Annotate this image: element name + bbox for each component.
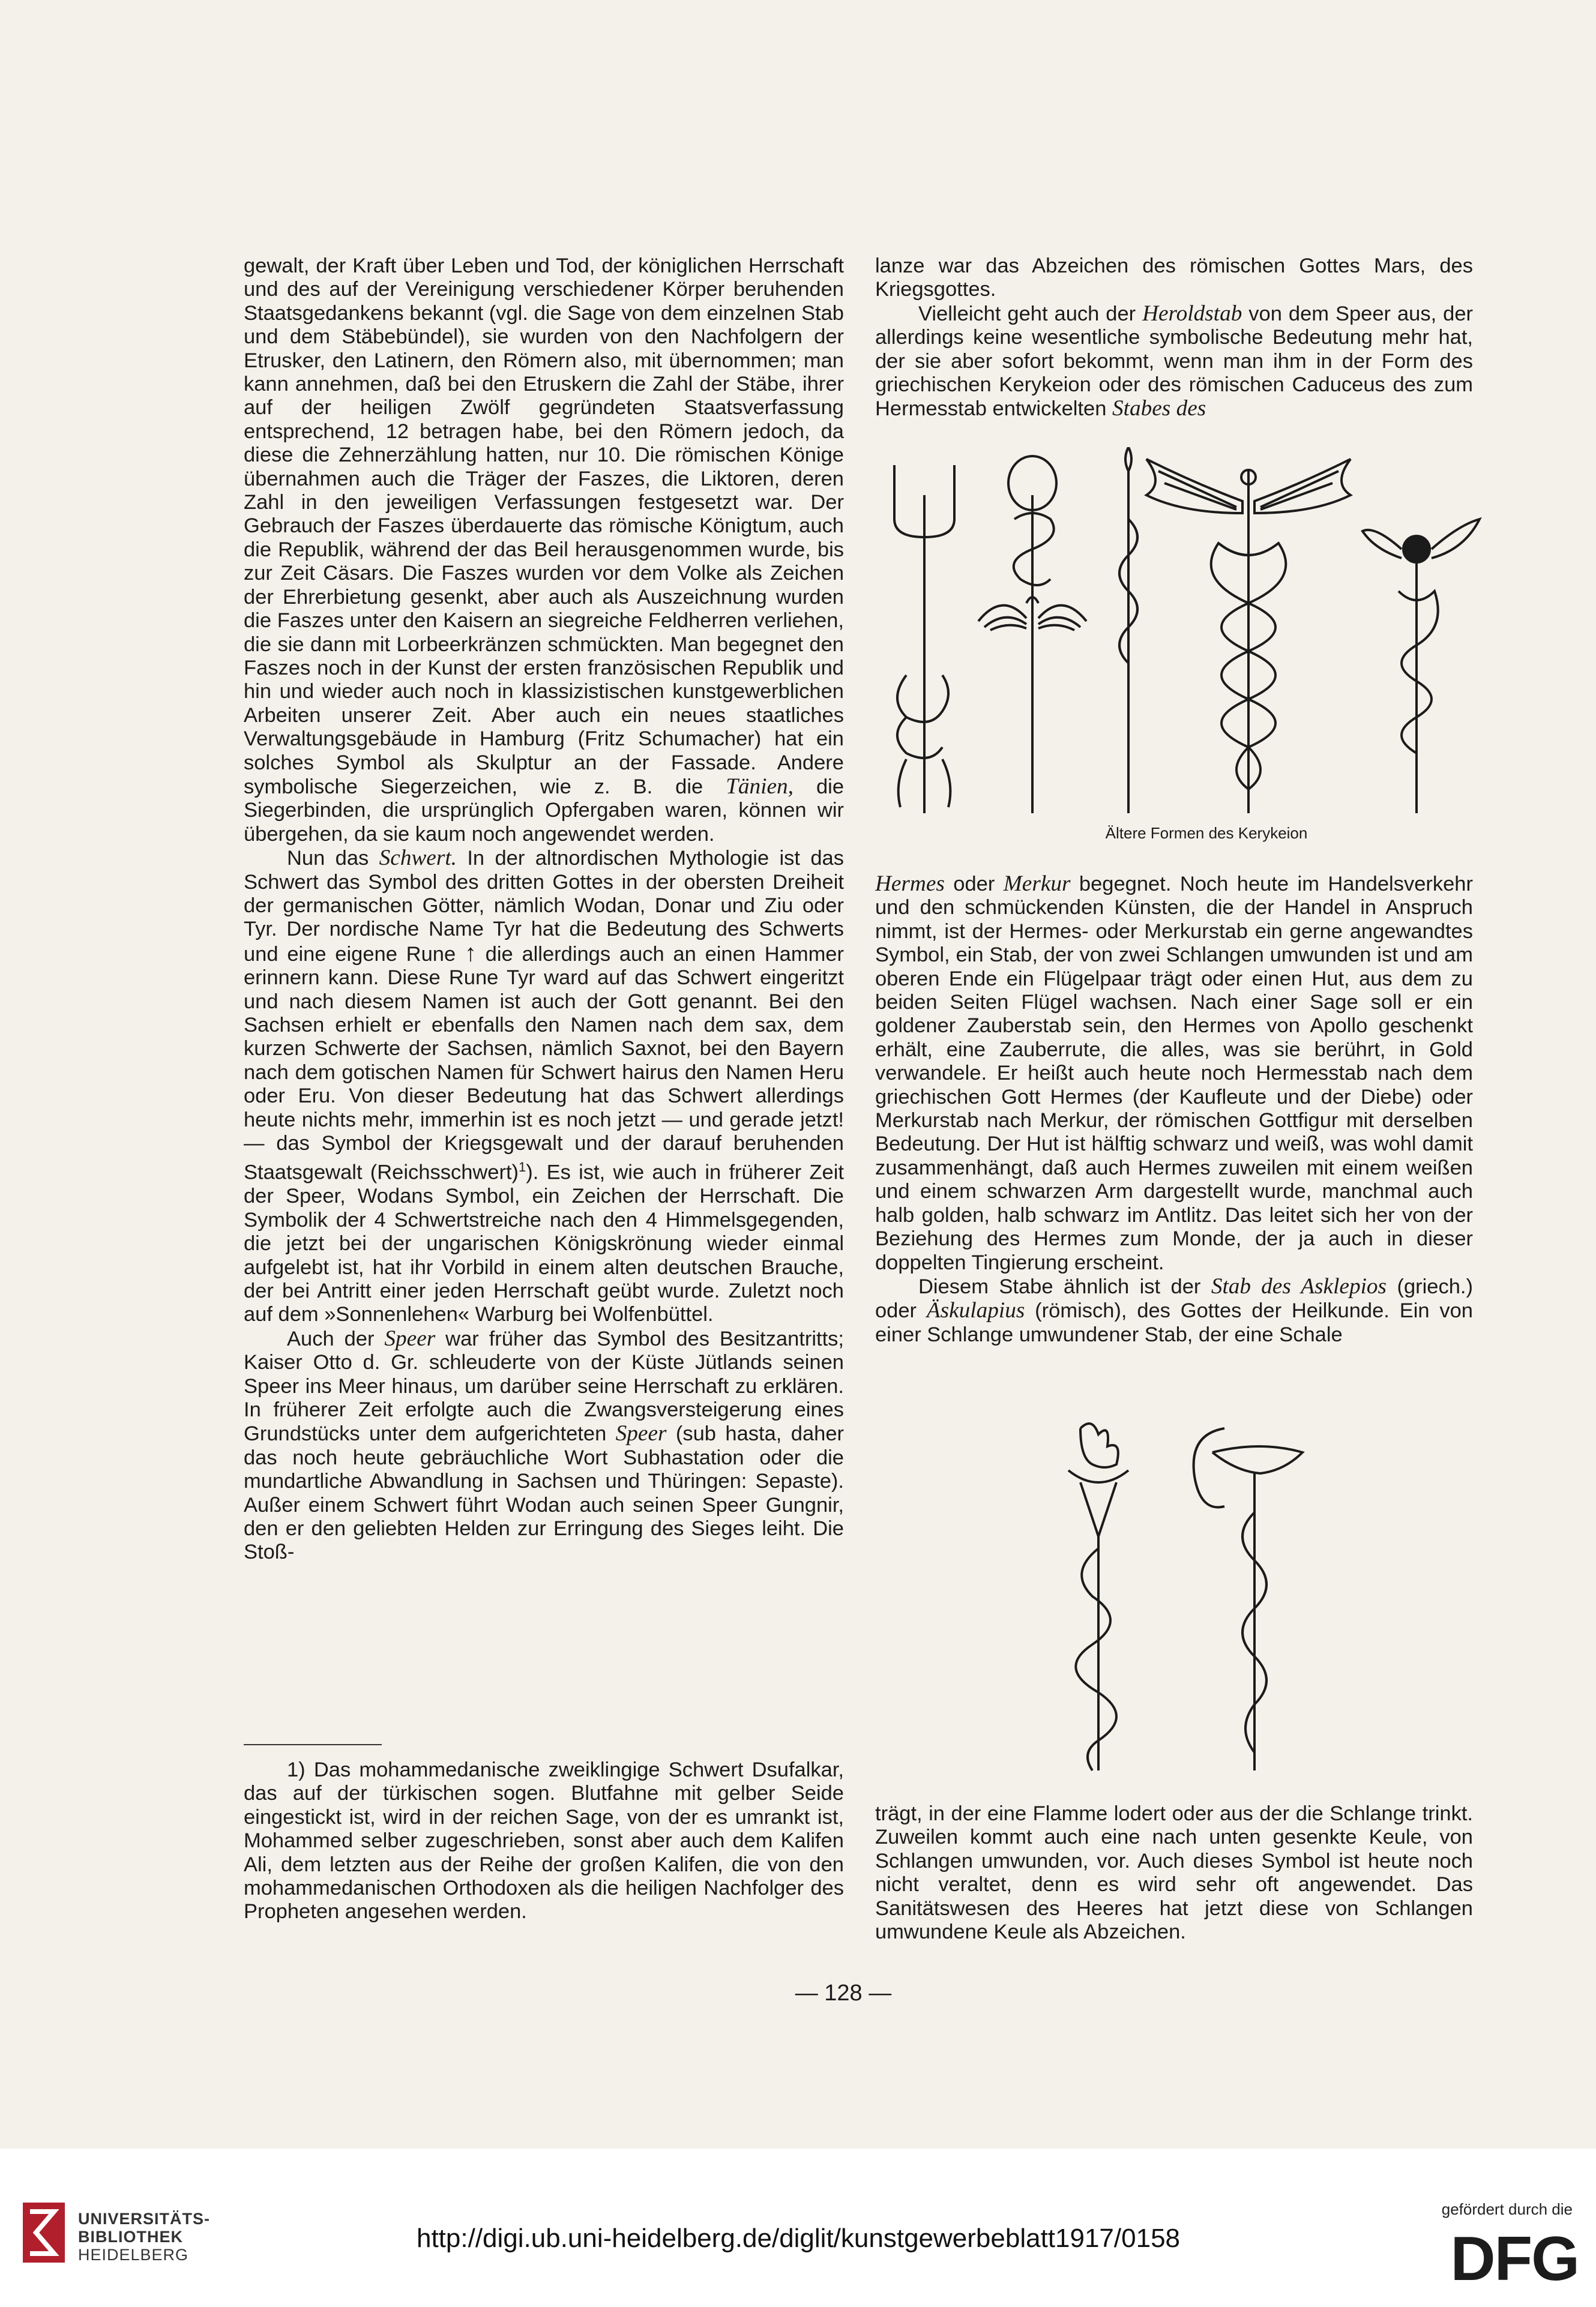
kerykeion-form-3 bbox=[1119, 447, 1137, 813]
asklepios-staff-bowl bbox=[1194, 1428, 1302, 1770]
right-paragraph-1: lanze war das Abzeichen des römischen Gottes Mars, des Kriegsgottes. bbox=[875, 254, 1473, 301]
left-paragraph-1: gewalt, der Kraft über Leben und Tod, der königlichen Herrschaft und des auf der Vereinigung verschiedener Körper beruhenden Staatsgedankens bekannt (vgl. die Sage von dem einzelnen Stab und dem Stäbebündel), sie wurden von den Nachfolgern der Etrusker, den Latinern, den Römern also, mit übernommen; man kann annehmen, daß bei den Etruskern die Zahl der Stäbe, ihrer auf der heiligen Zwölf gegründeten Staatsverfassung entsprechend, 12 betragen habe, bei den Römern jedoch, da diese die Zehnerzählung hatten, nur 10. Die römischen Könige übernahmen auch die Träger der Faszes, die Liktoren, deren Zahl in den jeweiligen Verfassungen festgesetzt war. Der Gebrauch der Faszes überdauerte das römische Königtum, auch die Republik, während der das Beil herausgenommen wurde, bis zur Zeit Cäsars. Die Faszes wurden vor dem Volke als Zeichen der Ehrerbietung gesenkt, aber auch als Auszeichnung wurden die Faszes unter den Kaisern an siegreiche Feldherren verliehen, die sie dann mit Lorbeerkränzen schmückten. Man begegnet den Faszes noch in der Kunst der ersten französischen Republik und hin und wieder auch noch in klassizistischen kunstgewerblichen Arbeiten unserer Zeit. Aber auch ein neues staatliches Verwaltungsgebäude in Hamburg (Fritz Schumacher) hat ein solches Symbol als Skulptur an der Fassade. Andere symbolische Siegerzeichen, wie z. B. die Tänien, die Siegerbinden, die ursprünglich Opfergaben waren, können wir übergehen, da sie kaum noch angewendet werden. bbox=[244, 254, 845, 846]
tyr-rune: ↑ bbox=[464, 939, 477, 966]
right-column-middle bbox=[875, 872, 1473, 1347]
kerykeion-form-2 bbox=[978, 456, 1086, 813]
right-column bbox=[875, 254, 1473, 421]
kerykeion-form-5 bbox=[1363, 519, 1480, 813]
footnote-ref: 1 bbox=[519, 1160, 526, 1175]
footnote: 1) Das mohammedanische zweiklingige Schwert Dsufalkar, das auf der türkischen sogen. Blutfahne mit gelber Seide eingestickt ist, wird in der reichen Sage, von der es umrankt ist, Mohammed selber zugeschrieben, sonst aber auch dem Kalifen Ali, dem letzten aus der Reihe der großen Kalifen, die von den mohammedanischen Orthodoxen als die heiligen Nachfolger des Propheten angesehen werden. bbox=[244, 1758, 844, 1924]
right-column-bottom bbox=[875, 1802, 1473, 1944]
left-column bbox=[244, 254, 844, 1565]
right-paragraph-5: trägt, in der eine Flamme lodert oder aus der die Schlange trinkt. Zuweilen kommt auch eine nach unten gesenkte Keule, von Schlangen umwunden, vor. Auch dieses Symbol ist heute noch nicht veraltet, denn es wird sehr oft angewendet. Das Sanitätswesen des Heeres hat jetzt diese von Schlangen umwundene Keule als Abzeichen. bbox=[875, 1802, 1473, 1944]
footnote-rule bbox=[244, 1744, 382, 1745]
right-paragraph-2: Vielleicht geht auch der Heroldstab von dem Speer aus, der allerdings keine wesentliche symbolische Bedeutung mehr hat, der sie aber sofort bekommt, wenn man ihm in der Form des griechischen Kerykeion oder des römischen Caduceus des zum Hermesstab entwickelten Stabes des bbox=[875, 301, 1473, 421]
kerykeion-form-4 bbox=[1146, 459, 1351, 813]
figure-caption: Ältere Formen des Kerykeion bbox=[1105, 824, 1308, 842]
university-library-logo-icon bbox=[18, 2197, 72, 2269]
dfg-logo: DFG bbox=[1450, 2224, 1579, 2294]
left-paragraph-3: Auch der Speer war früher das Symbol des Besitzantritts; Kaiser Otto d. Gr. schleuderte von der Küste Jütlands seinen Speer ins Meer hinaus, um darüber seine Herrschaft zu erklären. In früherer Zeit erfolgte auch die Zwangsversteigerung eines Grundstücks unter dem aufgerichteten Speer (sub hasta, daher das noch heute gebräuchliche Wort Subhastation oder die mundartliche Abwandlung in Sachsen und Thüringen: Sepaste). Außer einem Schwert führt Wodan auch seinen Speer Gungnir, den er den geliebten Helden zur Erringung des Sieges leiht. Die Stoß- bbox=[244, 1326, 845, 1564]
left-paragraph-2: Nun das Schwert. In der altnordischen Mythologie ist das Schwert das Symbol des dritten Gottes in der obersten Dreiheit der germanischen Götter, nämlich Wodan, Donar und Ziu oder Tyr. Der nordische Name Tyr hat die Bedeutung des Schwerts und eine eigene Rune ↑ die allerdings auch an einen Hammer erinnern kann. Diese Rune Tyr ward auf das Schwert eingeritzt und nach diesem Namen ist auch der Gott genannt. Bei den Sachsen erhielt er ebenfalls den Namen nach dem sax, dem kurzen Schwerte der Sachsen, nämlich Saxnot, bei den Bayern nach dem gotischen Namen für Schwert hairus den Namen Heru oder Eru. Von dieser Bedeutung hat das Schwert allerdings heute nichts mehr, immerhin ist es noch jetzt — und gerade jetzt! — das Symbol der Kriegsgewalt und der darauf beruhenden Staatsgewalt (Reichsschwert)$^1$). Es ist, wie auch in früherer Zeit der Speer, Wodans Symbol, ein Zeichen der Herrschaft. Die Symbolik der 4 Schwertstreiche nach den 4 Himmelsgegenden, die jetzt bei der ungarischen Königskrönung wieder einmal aufgelebt ist, hat ihr Vorbild in einem alten deutschen Brauche, der bei Antritt einer jeden Herrschaft geübt wurde. Zuletzt noch auf dem »Sonnenlehen« Warburg bei Wolfenbüttel. bbox=[244, 846, 844, 1326]
right-paragraph-3: Hermes oder Merkur begegnet. Noch heute im Handelsverkehr und den schmückenden Künsten, die der Handel in Anspruch nimmt, ist der Hermes- oder Merkurstab ein gerne angewandtes Symbol, ein Stab, der von zwei Schlangen umwunden ist und am oberen Ende ein Flügelpaar trägt oder einen Hut, aus dem zu beiden Seiten Flügel wachsen. Nach einer Sage soll er ein goldener Zauberstab sein, den Hermes von Apollo geschenkt erhält, eine Zauberrute, die alles, was sie berührt, in Gold verwandele. Er heißt auch heute noch Hermesstab nach dem griechischen Gott Hermes (der Kaufleute und der Diebe) oder Merkurstab nach Merkur, der römischen Gottfigur mit derselben Bedeutung. Der Hut ist hälftig schwarz und weiß, was wohl damit zusammenhängt, daß auch Hermes zuweilen mit einem weißen und einem schwarzen Arm dargestellt wurde, manchmal auch halb golden, halb schwarz im Antlitz. Das leitet sich her von der Beziehung des Hermes zum Monde, der ja auch in dieser doppelten Tingierung erscheint. bbox=[875, 871, 1473, 1274]
asklepios-staff-flame bbox=[1068, 1424, 1128, 1770]
source-url-link[interactable]: http://digi.ub.uni-heidelberg.de/diglit/kunstgewerbeblatt1917/0158 bbox=[416, 2224, 1181, 2253]
kerykeion-form-1 bbox=[894, 465, 954, 813]
kerykeion-figure bbox=[882, 447, 1483, 819]
page-number: — 128 — bbox=[795, 1981, 892, 2006]
right-paragraph-4: Diesem Stabe ähnlich ist der Stab des Asklepios (griech.) oder Äskulapius (römisch), des Gottes der Heilkunde. Ein von einer Schlange umwundener Stab, der eine Schale bbox=[875, 1274, 1473, 1346]
asklepios-figure bbox=[1044, 1416, 1345, 1776]
university-library-name: UNIVERSITÄTS- BIBLIOTHEK HEIDELBERG bbox=[78, 2210, 211, 2264]
funding-note: gefördert durch die bbox=[1441, 2200, 1573, 2218]
